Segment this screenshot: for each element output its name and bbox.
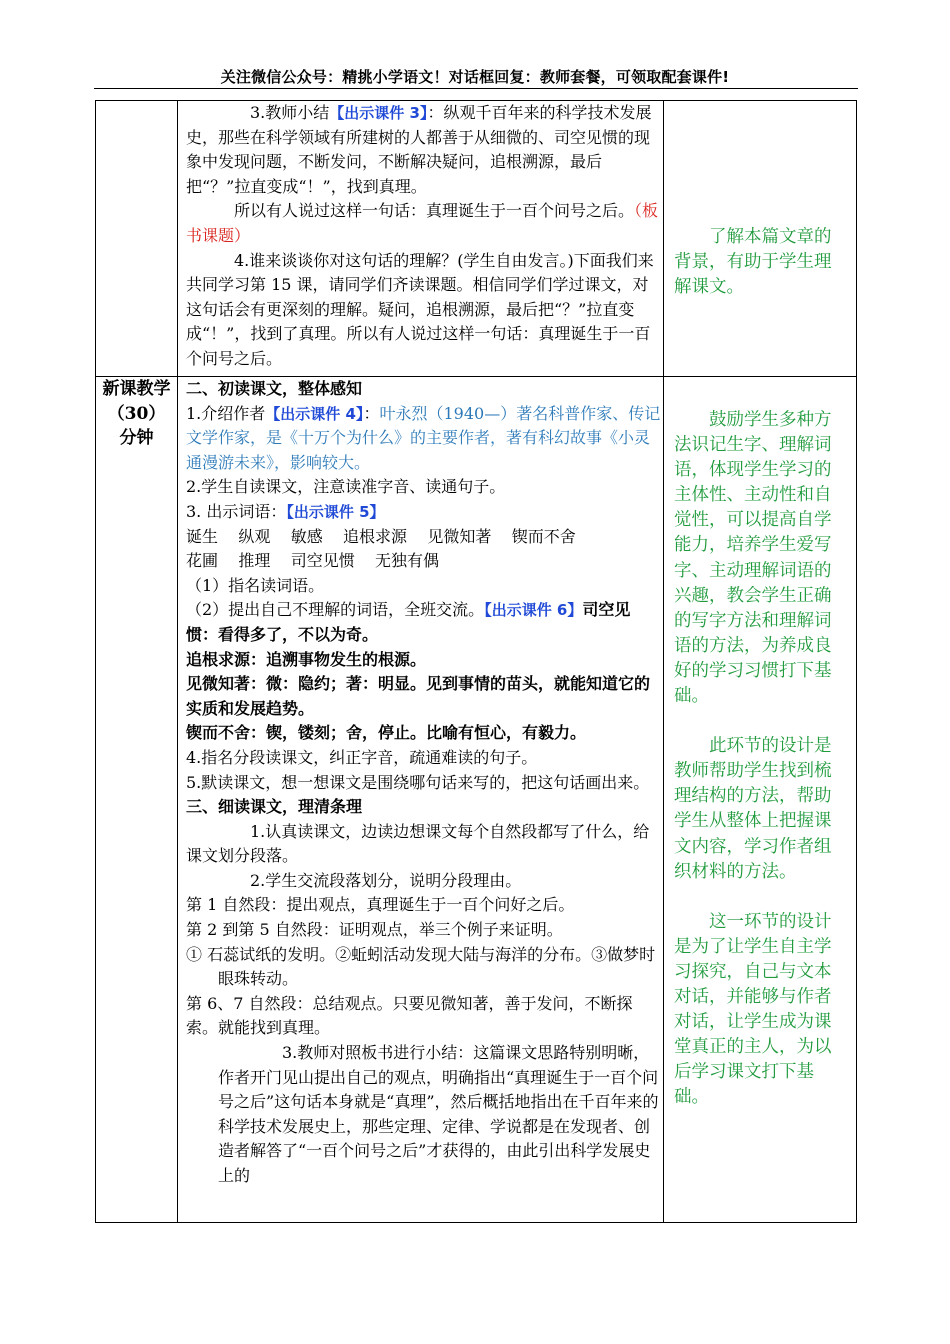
step-text: 4.指名分段读课文，纠正字音，疏通难读的句子。	[186, 747, 538, 767]
discussion-paragraph: 4.谁来谈谈你对这句话的理解？(学生自由发言。)下面我们来共同学习第 15 课，请同学们齐读课题。相信同学们学过课文，对这句话会有更深刻的理解。疑问，追根溯源，最后把“？”拉直变成“！”，找到了真理。所以有人说过这样一句话：真理诞生于一百个问号之后。	[186, 250, 654, 368]
teacher-summary: 3.教师对照板书进行小结：这篇课文思路特别明晰，作者开门见山提出自己的观点，明确指出“真理诞生于一百个问号之后”这句话本身就是“真理”，然后概括地指出在千百年来的科学技术发展史上，那些定理、定律、学说都是在发现者、创造者解答了“一百个问号之后”才获得的，由此引出科学发展史上的	[218, 1043, 659, 1185]
content-cell	[178, 377, 664, 1223]
header-divider	[94, 88, 858, 89]
vocab-row: 诞生 纵观 敏感 追根求源 见微知著 锲而不舍	[186, 526, 576, 546]
page-header-banner: 关注微信公众号：精挑小学语文！对话框回复：教师套餐，可领取配套课件!	[220, 68, 730, 86]
example-list: ① 石蕊试纸的发明。②蚯蚓活动发现大陆与海洋的分布。③做梦时眼珠转动。	[186, 944, 656, 989]
table-row	[96, 377, 857, 1223]
courseware-tag: 【出示课件 4】	[265, 404, 364, 423]
design-note: 此环节的设计是教师帮助学生找到梳理结构的方法，帮助学生从整体上把握课文内容，学习作者组织材料的方法。	[674, 736, 832, 882]
vocab-row: 花圃 推理 司空见惯 无独有偶	[186, 551, 440, 571]
step-text: （2）提出自己不理解的词语，全班交流。【出示课件 6】司空见惯：看得多了，不以为奇。	[186, 600, 631, 644]
design-note-cell	[664, 377, 857, 1223]
stage-cell	[96, 377, 178, 1223]
step-text: 2.学生自读课文，注意读准字音、读通句子。	[186, 477, 506, 497]
word-definition: 见微知著：微：隐约；著：明显。见到事情的苗头，就能知道它的实质和发展趋势。	[186, 674, 651, 718]
step-text: （1）指名读词语。	[186, 575, 325, 595]
stage-cell	[96, 101, 178, 377]
stage-label: 新课教学（30）分钟	[102, 379, 171, 448]
courseware-tag: 【出示课件 3】	[329, 104, 428, 122]
quote-paragraph: 所以有人说过这样一句话：真理诞生于一百个问号之后。（板书课题）	[186, 201, 659, 245]
step-text: 3. 出示词语：【出示课件 5】	[186, 501, 385, 521]
paragraph-summary: 第 1 自然段：提出观点，真理诞生于一百个问好之后。	[186, 895, 575, 915]
design-note: 这一环节的设计是为了让学生自主学习探究，自己与文本对话，并能够与作者对话，让学生成为课堂真正的主人，为以后学习课文打下基础。	[674, 911, 832, 1108]
author-intro: 1.介绍作者【出示课件 4】：叶永烈（1940—）著名科普作家、传记文学作家，是《十万个为什么》的主要作者，著有科幻故事《小灵通漫游未来》，影响较大。	[186, 403, 661, 472]
section-title: 二、初读课文，整体感知	[186, 379, 363, 398]
board-title-note: （板书课题）	[186, 201, 659, 245]
courseware-tag: 【出示课件 6】	[484, 601, 583, 620]
section-title: 三、细读课文，理清条理	[186, 797, 363, 817]
step-text: 1.认真读课文，边读边想课文每个自然段都写了什么，给课文划分段落。	[186, 821, 650, 866]
step-text: 5.默读课文，想一想课文是围绕哪句话来写的，把这句话画出来。	[186, 772, 650, 792]
table-row	[96, 101, 857, 377]
step-text: 2.学生交流段落划分，说明分段理由。	[250, 870, 522, 890]
design-note-cell	[664, 101, 857, 377]
paragraph-summary: 第 2 到第 5 自然段：证明观点，举三个例子来证明。	[186, 920, 563, 940]
word-definition: 追根求源：追溯事物发生的根源。	[186, 649, 427, 669]
lesson-plan-table	[95, 100, 857, 1223]
courseware-tag: 【出示课件 5】	[286, 502, 385, 521]
word-definition: 锲而不舍：锲，镂刻；舍，停止。比喻有恒心，有毅力。	[186, 723, 587, 743]
design-note: 鼓励学生多种方法识记生字、理解词语，体现学生学习的主体性、主动性和自觉性，可以提高自学能力，培养学生爱写字、主动理解词语的兴趣，教会学生正确的写字方法和理解词语的方法，为养成良好的学习习惯打下基础。	[674, 410, 832, 707]
design-note: 了解本篇文章的背景，有助于学生理解课文。	[674, 227, 832, 298]
summary-paragraph: 3.教师小结【出示课件 3】：纵观千百年来的科学技术发展史，那些在科学领域有所建树的人都善于从细微的、司空见惯的现象中发现问题，不断发问，不断解决疑问，追根溯源，最后把“？”拉直变成“！”，找到真理。	[186, 103, 652, 196]
paragraph-summary: 第 6、7 自然段：总结观点。只要见微知著，善于发问，不断探索。就能找到真理。	[186, 993, 633, 1038]
content-cell	[178, 101, 664, 377]
